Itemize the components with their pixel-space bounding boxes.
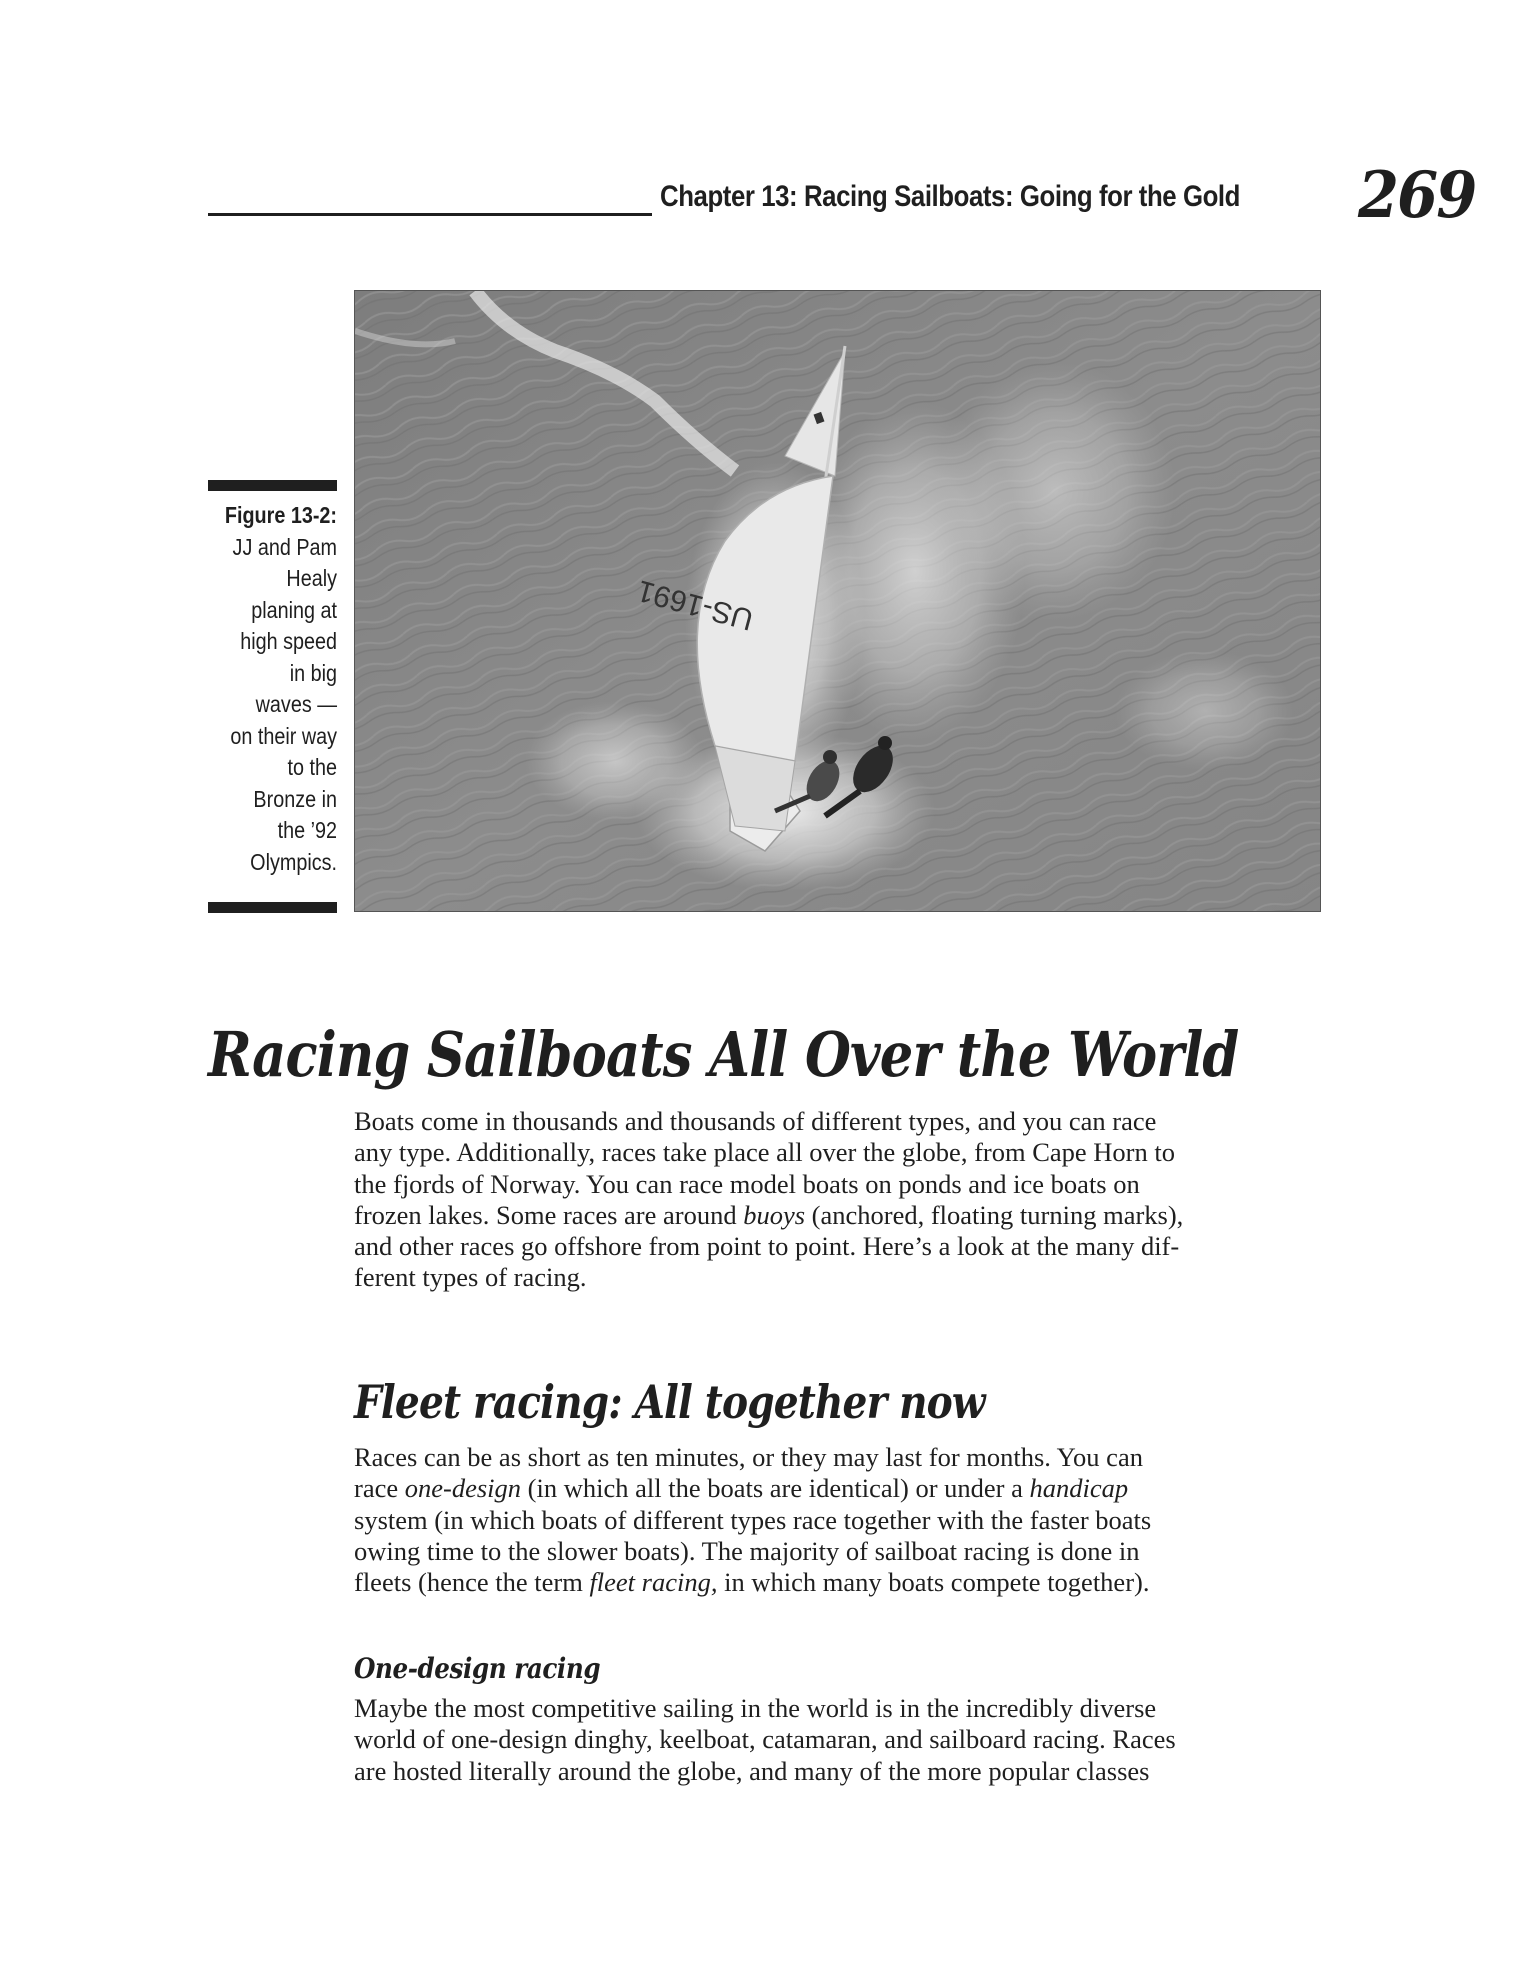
text-run: ferent types of racing. xyxy=(354,1262,587,1293)
subheading-one-design-racing: One-design racing xyxy=(354,1652,601,1685)
text-run: owing time to the slower boats). The majority of sailboat racing is done in xyxy=(354,1535,1140,1566)
paragraph-line xyxy=(354,1137,1321,1168)
italic-term: buoys xyxy=(743,1199,806,1230)
caption-line: in big xyxy=(289,659,337,686)
text-run: (anchored, floating turning marks), xyxy=(805,1199,1184,1230)
running-header-chapter-title: Chapter 13: Racing Sailboats: Going for the Gold xyxy=(660,180,1240,213)
caption-line: high speed xyxy=(240,628,337,654)
caption-line: the ’92 xyxy=(277,817,337,843)
paragraph-line xyxy=(354,1567,1321,1598)
paragraph-line xyxy=(354,1231,1321,1262)
caption-line: on their way xyxy=(230,722,337,749)
one-design-paragraph xyxy=(354,1693,1321,1787)
text-run: (in which all the boats are identical) or under a xyxy=(521,1473,1030,1504)
sail-number-text: US-1691 xyxy=(633,573,757,637)
text-run: frozen lakes. Some races are around xyxy=(354,1199,744,1230)
paragraph-line xyxy=(354,1505,1321,1536)
paragraph-line xyxy=(354,1442,1321,1473)
caption-bottom-bar xyxy=(208,902,337,913)
sailboat-photo-illustration xyxy=(355,291,1321,912)
text-run: Boats come in thousands and thousands of different types, and you can race xyxy=(354,1106,1157,1136)
caption-top-bar xyxy=(208,480,337,491)
caption-line: JJ and Pam xyxy=(232,533,337,560)
caption-line: Bronze in xyxy=(253,785,337,812)
paragraph-line xyxy=(354,1724,1321,1755)
paragraph-line xyxy=(354,1106,1321,1137)
italic-term: handicap xyxy=(1029,1473,1129,1504)
paragraph-line xyxy=(354,1693,1321,1724)
paragraph-line xyxy=(354,1200,1321,1231)
fleet-racing-paragraph xyxy=(354,1442,1321,1598)
italic-term: one-design xyxy=(404,1473,522,1504)
caption-line: Healy xyxy=(286,565,337,591)
subheading-fleet-racing: Fleet racing: All together now xyxy=(354,1375,985,1429)
page-number: 269 xyxy=(1358,158,1476,233)
text-run: in which many boats compete together). xyxy=(717,1567,1150,1598)
caption-line: to the xyxy=(287,754,337,780)
figure-caption xyxy=(190,500,337,878)
text-run: any type. Additionally, races take place all over the globe, from Cape Horn to xyxy=(354,1137,1175,1168)
text-run: system (in which boats of different types race together with the faster boats xyxy=(354,1504,1152,1535)
caption-line: waves — xyxy=(255,691,337,717)
text-run: Races can be as short as ten minutes, or they may last for months. You can xyxy=(354,1442,1143,1472)
italic-term: fleet racing, xyxy=(589,1567,718,1598)
text-run: and other races go offshore from point to point. Here’s a look at the many dif- xyxy=(354,1231,1180,1262)
caption-line: Olympics. xyxy=(250,848,337,875)
text-run: Maybe the most competitive sailing in the world is in the incredibly diverse xyxy=(354,1693,1157,1723)
text-run: fleets (hence the term xyxy=(354,1567,590,1598)
section-heading-racing-all-over-world: Racing Sailboats All Over the World xyxy=(208,1018,1239,1091)
text-run: race xyxy=(354,1473,405,1504)
text-run: are hosted literally around the globe, and many of the more popular classes xyxy=(354,1755,1150,1786)
text-run: the fjords of Norway. You can race model boats on ponds and ice boats on xyxy=(354,1168,1140,1199)
header-rule xyxy=(208,213,652,216)
paragraph-line xyxy=(354,1473,1321,1504)
intro-paragraph xyxy=(354,1106,1321,1294)
paragraph-line xyxy=(354,1756,1321,1787)
sailboat-photo xyxy=(354,290,1321,912)
paragraph-line xyxy=(354,1169,1321,1200)
paragraph-line xyxy=(354,1536,1321,1567)
caption-line: planing at xyxy=(251,596,337,623)
figure-label: Figure 13-2: xyxy=(224,502,337,528)
text-run: world of one-design dinghy, keelboat, catamaran, and sailboard racing. Races xyxy=(354,1724,1176,1755)
paragraph-line xyxy=(354,1262,1321,1293)
